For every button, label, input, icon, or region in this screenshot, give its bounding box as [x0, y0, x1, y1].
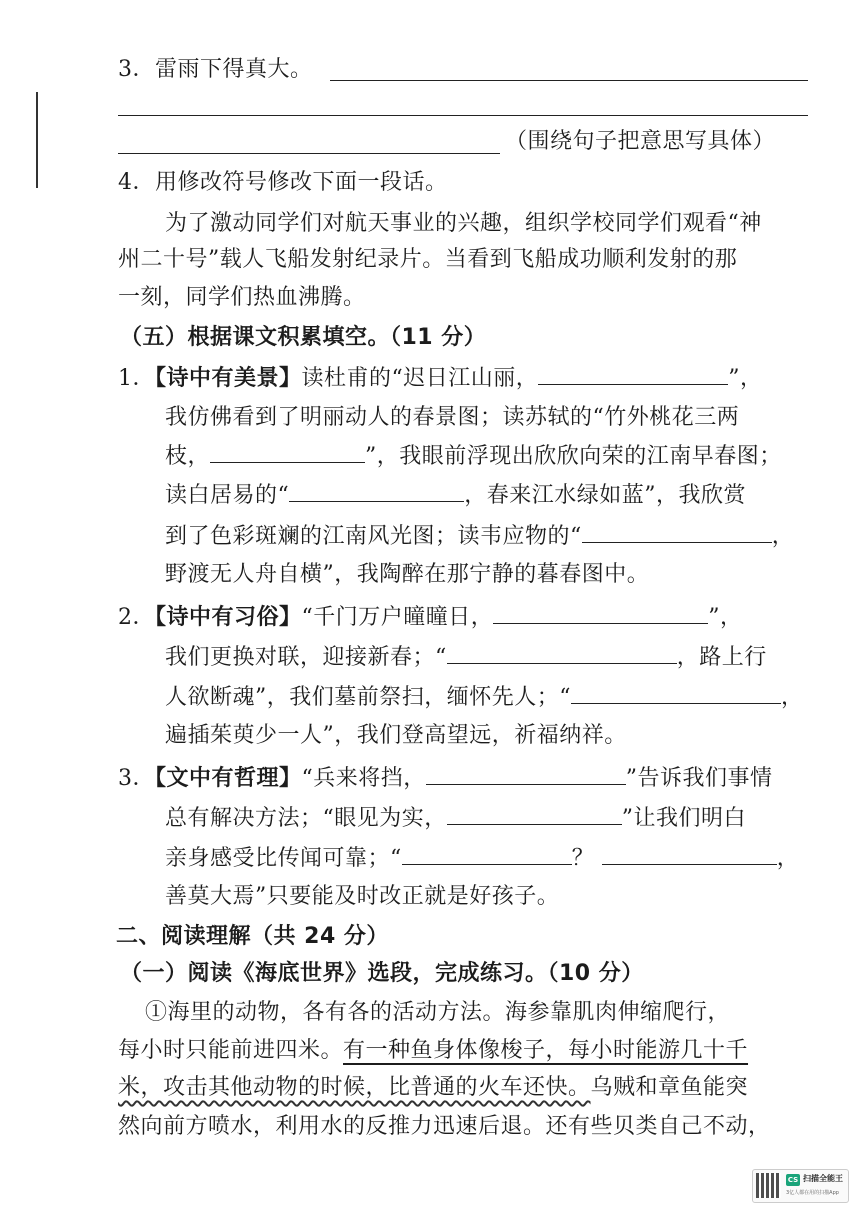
scanner-tagline: 3亿人都在用的扫描App	[786, 1190, 839, 1196]
q1-blank-2[interactable]	[210, 440, 365, 463]
q1-line-6: 野渡无人舟自横”，我陶醉在那宁静的暮春图中。	[165, 562, 650, 587]
qr-code-icon	[756, 1173, 781, 1198]
q3-answer-line-1[interactable]	[330, 80, 808, 81]
q3p-line-1: 3．【文中有哲理】“兵来将挡， ”告诉我们事情	[118, 762, 773, 794]
q2-line-1: 2．【诗中有习俗】“千门万户曈曈日， ”，	[118, 601, 743, 633]
q3p-blank-1[interactable]	[426, 762, 626, 785]
q1-blank-3[interactable]	[289, 479, 464, 502]
reading-heading: 二、阅读理解（共 24 分）	[116, 924, 389, 949]
q3-label: 3．雷雨下得真大。	[118, 57, 313, 82]
q2-blank-1[interactable]	[493, 601, 708, 624]
wavy-underlined-sentence: 米，攻击其他动物的时候，比普通的火车还快。	[118, 1075, 591, 1100]
section-five-heading: （五）根据课文积累填空。（11 分）	[120, 325, 487, 350]
q2-line-4: 遍插茱萸少一人”，我们登高望远，祈福纳祥。	[165, 723, 627, 748]
q3p-line-4: 善莫大焉”只要能及时改正就是好孩子。	[165, 884, 560, 909]
q1-line-5: 到了色彩斑斓的江南风光图；读韦应物的“ ，	[165, 520, 794, 552]
scanner-name: 扫描全能王	[803, 1174, 843, 1183]
q3-hint: （围绕句子把意思写具体）	[505, 129, 776, 154]
q1-tag: 【诗中有美景】	[155, 366, 302, 391]
reading-para-line-2: 每小时只能前进四米。有一种鱼身体像梭子，每小时能游几十千	[118, 1038, 749, 1063]
q3p-blank-2[interactable]	[447, 802, 622, 825]
q3-rewrite-prompt	[118, 55, 313, 85]
q4-passage-line-2: 州二十号”载人飞船发射纪录片。当看到飞船成功顺利发射的那	[118, 247, 738, 272]
q3-answer-line-3[interactable]	[118, 153, 500, 154]
underlined-sentence-part-1: 有一种鱼身体像梭子，每小时能游几十千	[343, 1038, 749, 1063]
binding-mark-top	[36, 92, 38, 188]
q1-line-1: 1．【诗中有美景】读杜甫的“迟日江山丽， ”，	[118, 362, 763, 394]
cs-badge: CS	[787, 1176, 799, 1184]
scanner-watermark	[752, 1169, 849, 1203]
q2-blank-3[interactable]	[571, 681, 781, 704]
q3p-blank-3[interactable]	[402, 842, 572, 865]
q2-line-3: 人欲断魂”，我们墓前祭扫，缅怀先人；“ ，	[165, 681, 804, 713]
q3p-line-3: 亲身感受比传闻可靠；“ ？ ，	[165, 842, 799, 874]
reading-sub-heading: （一）阅读《海底世界》选段，完成练习。（10 分）	[120, 961, 644, 986]
q4-passage-line-3: 一刻，同学们热血沸腾。	[118, 285, 366, 310]
reading-para-line-1: ①海里的动物，各有各的活动方法。海参靠肌肉伸缩爬行，	[145, 1000, 731, 1025]
q1-line-3: 枝， ”，我眼前浮现出欣欣向荣的江南早春图；	[165, 440, 782, 472]
q1-line-2: 我仿佛看到了明丽动人的春景图；读苏轼的“竹外桃花三两	[165, 405, 740, 430]
q4-label: 4．用修改符号修改下面一段话。	[118, 170, 448, 195]
q1-blank-4[interactable]	[582, 520, 772, 543]
q3-answer-line-2[interactable]	[118, 115, 808, 116]
q4-passage-line-1: 为了激动同学们对航天事业的兴趣，组织学校同学们观看“神	[165, 211, 762, 236]
reading-para-line-4: 然向前方喷水，利用水的反推力迅速后退。还有些贝类自己不动，	[118, 1114, 771, 1139]
q3p-line-2: 总有解决方法；“眼见为实， ”让我们明白	[165, 802, 746, 834]
q2-tag: 【诗中有习俗】	[155, 605, 302, 630]
q3p-blank-4[interactable]	[602, 842, 777, 865]
q2-line-2: 我们更换对联，迎接新春；“ ，路上行	[165, 641, 767, 673]
q2-blank-2[interactable]	[447, 641, 677, 664]
q1-line-4: 读白居易的“ ，春来江水绿如蓝”，我欣赏	[165, 479, 746, 511]
q3p-tag: 【文中有哲理】	[155, 766, 302, 791]
q1-blank-1[interactable]	[538, 362, 728, 385]
reading-para-line-3: 米，攻击其他动物的时候，比普通的火车还快。乌贼和章鱼能突	[118, 1075, 749, 1100]
